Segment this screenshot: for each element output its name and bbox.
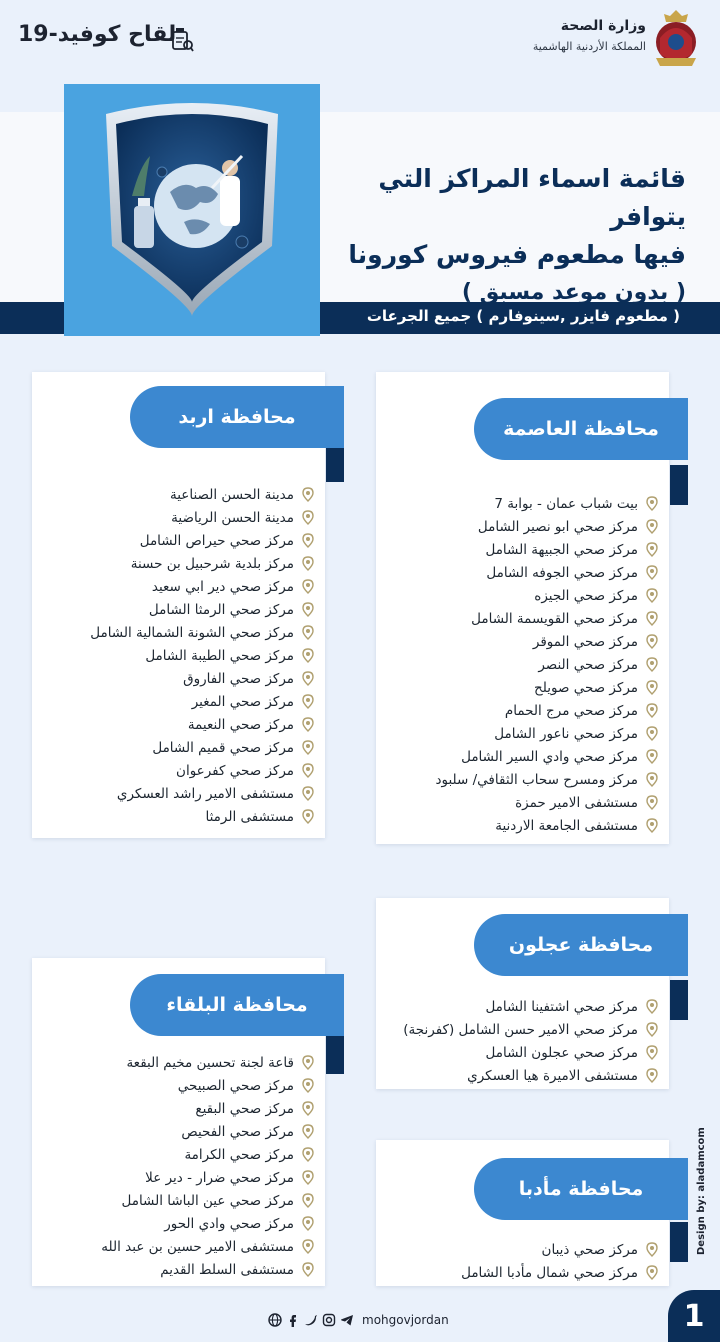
- list-item-label: مستشفى الرمثا: [205, 808, 294, 825]
- location-pin-icon: [302, 717, 314, 732]
- location-pin-icon: [302, 1078, 314, 1093]
- list-item: [436, 814, 659, 837]
- location-pin-icon: [646, 542, 658, 557]
- location-pin-icon: [646, 703, 658, 718]
- location-pin-icon: [302, 579, 314, 594]
- location-pin-icon: [302, 487, 314, 502]
- list-item: [90, 529, 314, 552]
- list-balqa: [101, 1051, 314, 1281]
- list-item: [403, 1018, 658, 1041]
- list-item: [403, 1041, 658, 1064]
- tab-fold: [670, 465, 688, 505]
- list-item: [90, 782, 314, 805]
- list-item-label: مستشفى الاميرة هيا العسكري: [467, 1067, 638, 1084]
- headline: [326, 160, 686, 312]
- location-pin-icon: [302, 1170, 314, 1185]
- list-item: [101, 1097, 314, 1120]
- list-item-label: مركز صحي الجوفه الشامل: [486, 564, 638, 581]
- location-pin-icon: [646, 1242, 658, 1257]
- location-pin-icon: [302, 510, 314, 525]
- list-item-label: مستشفى الامير راشد العسكري: [116, 785, 294, 802]
- list-item: [436, 699, 659, 722]
- shield-icon: [92, 96, 292, 318]
- location-pin-icon: [302, 625, 314, 640]
- location-pin-icon: [302, 1262, 314, 1277]
- design-credit: Design by: aladamcom: [696, 1127, 707, 1255]
- list-item-label: مركز ومسرح سحاب الثقافي/ سلبود: [435, 771, 638, 788]
- list-item-label: مركز بلدية شرحبيل بن حسنة: [130, 555, 294, 572]
- location-pin-icon: [302, 533, 314, 548]
- social-footer: [268, 1310, 449, 1330]
- list-item-label: مركز صحي الصبيحي: [177, 1077, 294, 1094]
- list-item: [403, 1064, 658, 1087]
- list-item-label: مركز صحي الجيزه: [534, 587, 638, 604]
- headline-line-3: ( بدون موعد مسبق ): [461, 280, 686, 305]
- location-pin-icon: [302, 763, 314, 778]
- location-pin-icon: [646, 565, 658, 580]
- list-item: [436, 653, 659, 676]
- location-pin-icon: [646, 772, 658, 787]
- location-pin-icon: [302, 1055, 314, 1070]
- section-title-balqa: محافظة البلقاء: [130, 974, 344, 1036]
- list-item-label: مركز صحي عين الباشا الشامل: [121, 1192, 294, 1209]
- location-pin-icon: [302, 1239, 314, 1254]
- list-item: [436, 607, 659, 630]
- list-item-label: مركز صحي الشونة الشمالية الشامل: [90, 624, 294, 641]
- location-pin-icon: [646, 1022, 658, 1037]
- section-title-madaba: محافظة مأدبا: [474, 1158, 688, 1220]
- list-item-label: مركز صحي مرج الحمام: [504, 702, 638, 719]
- location-pin-icon: [646, 634, 658, 649]
- list-item: [436, 722, 659, 745]
- location-pin-icon: [646, 818, 658, 833]
- location-pin-icon: [302, 671, 314, 686]
- telegram-icon[interactable]: [340, 1313, 354, 1327]
- vaccine-types: ( مطعوم فايزر ,سينوفارم ) جميع الجرعات: [366, 307, 680, 325]
- list-item-label: مستشفى السلط القديم: [160, 1261, 294, 1278]
- list-item: [90, 644, 314, 667]
- list-item: [101, 1143, 314, 1166]
- list-item-label: مركز صحي قميم الشامل: [152, 739, 294, 756]
- location-pin-icon: [302, 809, 314, 824]
- list-item: [101, 1120, 314, 1143]
- list-item: [436, 768, 659, 791]
- list-item: [90, 552, 314, 575]
- list-ajloun: [403, 995, 658, 1087]
- section-title-capital: محافظة العاصمة: [474, 398, 688, 460]
- ministry-subtitle: المملكة الأردنية الهاشمية: [532, 40, 646, 53]
- location-pin-icon: [646, 795, 658, 810]
- list-madaba: [461, 1238, 658, 1284]
- page-number: 1: [668, 1290, 720, 1342]
- location-pin-icon: [646, 680, 658, 695]
- list-item-label: مركز صحي ابو نصير الشامل: [477, 518, 638, 535]
- list-item-label: مركز صحي عجلون الشامل: [485, 1044, 638, 1061]
- list-item-label: مركز صحي وادي الحور: [164, 1215, 294, 1232]
- list-item-label: مركز صحي دير ابي سعيد: [151, 578, 294, 595]
- location-pin-icon: [646, 519, 658, 534]
- tab-fold: [670, 980, 688, 1020]
- list-item: [436, 561, 659, 584]
- list-item-label: مركز صحي الجبيهة الشامل: [485, 541, 638, 558]
- list-item: [90, 575, 314, 598]
- location-pin-icon: [646, 496, 658, 511]
- list-item: [436, 515, 659, 538]
- location-pin-icon: [302, 648, 314, 663]
- list-item: [101, 1189, 314, 1212]
- list-item: [101, 1212, 314, 1235]
- list-item: [90, 506, 314, 529]
- list-item: [90, 690, 314, 713]
- list-item: [101, 1258, 314, 1281]
- list-item: [90, 621, 314, 644]
- list-item-label: مركز صحي النعيمة: [187, 716, 294, 733]
- list-item-label: مركز صحي البقيع: [195, 1100, 294, 1117]
- top-bar: [0, 0, 720, 80]
- list-item: [461, 1238, 658, 1261]
- list-item-label: مركز صحي النصر: [538, 656, 638, 673]
- location-pin-icon: [646, 611, 658, 626]
- vaccine-icon: [170, 26, 194, 52]
- list-item-label: مستشفى الامير حسين بن عبد الله: [101, 1238, 294, 1255]
- list-item-label: مركز صحي كفرعوان: [176, 762, 294, 779]
- tab-fold: [326, 442, 344, 482]
- list-item: [461, 1261, 658, 1284]
- location-pin-icon: [646, 1045, 658, 1060]
- social-handle: mohgovjordan: [362, 1313, 449, 1327]
- list-item: [90, 736, 314, 759]
- list-item-label: مركز صحي القويسمة الشامل: [471, 610, 638, 627]
- list-item-label: بيت شباب عمان - بوابة 7: [494, 495, 638, 512]
- list-item: [101, 1166, 314, 1189]
- headline-line-1: قائمة اسماء المراكز التي يتوافر: [378, 164, 686, 231]
- headline-line-2: فيها مطعوم فيروس كورونا: [348, 240, 686, 269]
- list-item: [90, 598, 314, 621]
- list-item-label: مستشفى الجامعة الاردنية: [495, 817, 638, 834]
- list-item: [436, 538, 659, 561]
- list-item: [101, 1235, 314, 1258]
- list-item: [436, 630, 659, 653]
- ministry-name: وزارة الصحة: [560, 18, 646, 34]
- list-item-label: مركز صحي الموقر: [532, 633, 638, 650]
- list-item-label: مركز صحي الامير حسن الشامل (كفرنجة): [403, 1021, 638, 1038]
- globe-icon[interactable]: [268, 1313, 282, 1327]
- list-item-label: مركز صحي اشتفينا الشامل: [485, 998, 638, 1015]
- list-item-label: مركز صحي ضرار - دير علا: [145, 1169, 294, 1186]
- section-title-irbid: محافظة اربد: [130, 386, 344, 448]
- list-item-label: مركز صحي المغير: [191, 693, 294, 710]
- crest-icon: [652, 8, 700, 70]
- location-pin-icon: [302, 556, 314, 571]
- list-item-label: قاعة لجنة تحسين مخيم البقعة: [126, 1054, 294, 1071]
- list-item: [90, 667, 314, 690]
- location-pin-icon: [302, 740, 314, 755]
- location-pin-icon: [646, 726, 658, 741]
- instagram-icon[interactable]: [322, 1313, 336, 1327]
- list-irbid: [90, 483, 314, 828]
- list-item-label: مركز صحي الكرامة: [184, 1146, 294, 1163]
- list-item: [101, 1074, 314, 1097]
- list-item-label: مركز صحي ذيبان: [541, 1241, 638, 1258]
- list-item: [436, 584, 659, 607]
- list-item-label: مركز صحي شمال مأدبا الشامل: [461, 1264, 638, 1281]
- location-pin-icon: [646, 1068, 658, 1083]
- list-item: [90, 483, 314, 506]
- location-pin-icon: [646, 1265, 658, 1280]
- facebook-icon[interactable]: [286, 1313, 300, 1327]
- list-item-label: مدينة الحسن الرياضية: [171, 509, 294, 526]
- section-title-ajloun: محافظة عجلون: [474, 914, 688, 976]
- list-item: [90, 713, 314, 736]
- list-item: [90, 805, 314, 828]
- tab-fold: [670, 1222, 688, 1262]
- location-pin-icon: [646, 588, 658, 603]
- list-capital: [436, 492, 659, 837]
- list-item: [436, 492, 659, 515]
- location-pin-icon: [302, 602, 314, 617]
- location-pin-icon: [302, 1124, 314, 1139]
- list-item-label: مركز صحي صويلح: [534, 679, 638, 696]
- list-item: [101, 1051, 314, 1074]
- location-pin-icon: [302, 1216, 314, 1231]
- list-item-label: مركز صحي الرمثا الشامل: [148, 601, 294, 618]
- list-item-label: مستشفى الامير حمزة: [515, 794, 638, 811]
- list-item-label: مركز صحي الفاروق: [183, 670, 294, 687]
- vaccine-title: لقاح كوفيد-19: [18, 22, 177, 47]
- location-pin-icon: [302, 1101, 314, 1116]
- list-item: [436, 745, 659, 768]
- list-item-label: مركز صحي الفحيص: [181, 1123, 294, 1140]
- list-item-label: مركز صحي وادي السير الشامل: [461, 748, 638, 765]
- list-item: [90, 759, 314, 782]
- location-pin-icon: [646, 999, 658, 1014]
- location-pin-icon: [646, 657, 658, 672]
- list-item-label: مركز صحي الطيبة الشامل: [145, 647, 294, 664]
- list-item: [436, 791, 659, 814]
- location-pin-icon: [302, 694, 314, 709]
- list-item: [403, 995, 658, 1018]
- location-pin-icon: [646, 749, 658, 764]
- list-item: [436, 676, 659, 699]
- twitter-icon[interactable]: [304, 1313, 318, 1327]
- location-pin-icon: [302, 1147, 314, 1162]
- location-pin-icon: [302, 786, 314, 801]
- location-pin-icon: [302, 1193, 314, 1208]
- list-item-label: مدينة الحسن الصناعية: [170, 486, 294, 503]
- list-item-label: مركز صحي ناعور الشامل: [494, 725, 638, 742]
- tab-fold: [326, 1034, 344, 1074]
- list-item-label: مركز صحي حيراص الشامل: [139, 532, 294, 549]
